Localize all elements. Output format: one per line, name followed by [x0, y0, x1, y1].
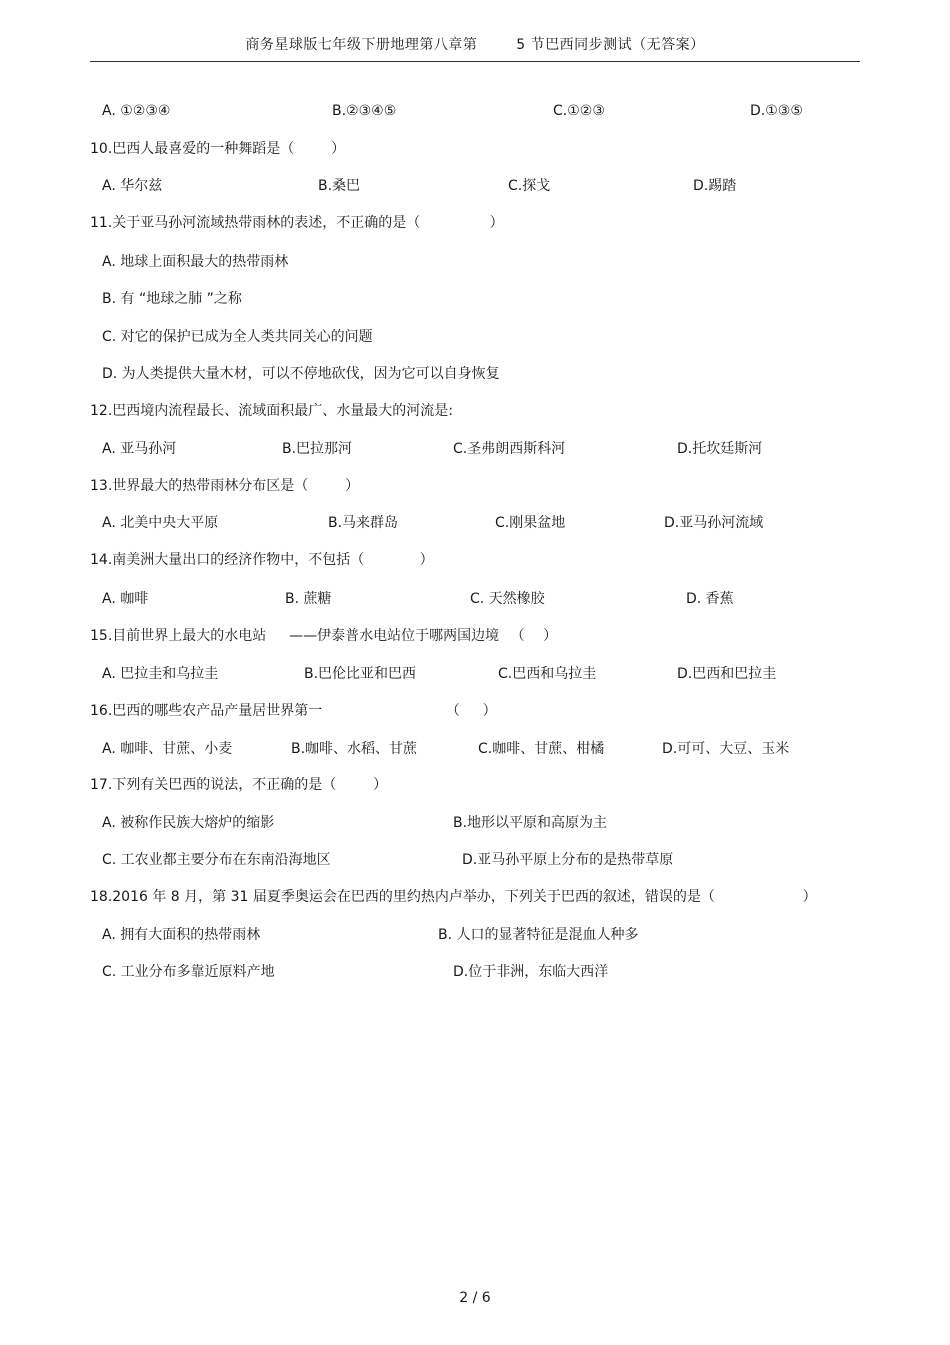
q14-option-a: A. 咖啡	[102, 591, 149, 607]
q11-option-a: A. 地球上面积最大的热带雨林	[102, 254, 289, 270]
q18-option-d: D.位于非洲，东临大西洋	[453, 964, 609, 980]
q17-option-b: B.地形以平原和高原为主	[453, 815, 608, 831]
q9-option-a: A. ①②③④	[102, 103, 171, 119]
q13-stem: 13.世界最大的热带雨林分布区是（ ）	[90, 478, 360, 494]
q14-stem: 14.南美洲大量出口的经济作物中，不包括（ ）	[90, 552, 434, 568]
q13-option-b: B.马来群岛	[328, 515, 399, 531]
q12-option-a: A. 亚马孙河	[102, 441, 177, 457]
q17-option-c: C. 工农业都主要分布在东南沿海地区	[102, 852, 331, 868]
q9-option-b: B.②③④⑤	[332, 103, 397, 119]
q9-option-d: D.①③⑤	[750, 103, 803, 119]
q10-option-d: D.踢踏	[693, 178, 737, 194]
q10-option-c: C.探戈	[508, 178, 551, 194]
q16-option-c: C.咖啡、甘蔗、柑橘	[478, 741, 605, 757]
q15-option-b: B.巴伦比亚和巴西	[304, 666, 417, 682]
q18-option-a: A. 拥有大面积的热带雨林	[102, 927, 261, 943]
q11-option-b: B. 有 “地球之肺 ”之称	[102, 291, 242, 307]
header-divider	[90, 61, 860, 62]
q11-option-d: D. 为人类提供大量木材，可以不停地砍伐，因为它可以自身恢复	[102, 366, 500, 382]
q14-option-c: C. 天然橡胶	[470, 591, 545, 607]
q15-option-c: C.巴西和乌拉圭	[498, 666, 597, 682]
q12-option-b: B.巴拉那河	[282, 441, 353, 457]
q17-stem: 17.下列有关巴西的说法，不正确的是（ ）	[90, 777, 388, 793]
q15-option-a: A. 巴拉圭和乌拉圭	[102, 666, 219, 682]
q14-option-b: B. 蔗糖	[285, 591, 332, 607]
q10-option-a: A. 华尔兹	[102, 178, 163, 194]
page-header-title: 商务星球版七年级下册地理第八章第 5 节巴西同步测试（无答案）	[245, 37, 705, 53]
q16-option-a: A. 咖啡、甘蔗、小麦	[102, 741, 233, 757]
q15-stem: 15.目前世界上最大的水电站 ——伊泰普水电站位于哪两国边境 （ ）	[90, 628, 558, 644]
q11-stem: 11.关于亚马孙河流域热带雨林的表述，不正确的是（ ）	[90, 215, 504, 231]
q13-option-d: D.亚马孙河流域	[664, 515, 764, 531]
q9-option-c: C.①②③	[553, 103, 605, 119]
q18-option-b: B. 人口的显著特征是混血人种多	[438, 927, 639, 943]
q13-option-c: C.刚果盆地	[495, 515, 566, 531]
q18-stem: 18.2016 年 8 月，第 31 届夏季奥运会在巴西的里约热内卢举办，下列关于巴西的叙述，错误的是（ ）	[90, 889, 817, 905]
q11-option-c: C. 对它的保护已成为全人类共同关心的问题	[102, 329, 373, 345]
q10-option-b: B.桑巴	[318, 178, 361, 194]
q12-option-d: D.托坎廷斯河	[677, 441, 763, 457]
q14-option-d: D. 香蕉	[686, 591, 734, 607]
q18-option-c: C. 工业分布多靠近原料产地	[102, 964, 275, 980]
page-number: 2 / 6	[459, 1290, 491, 1306]
q10-stem: 10.巴西人最喜爱的一种舞蹈是（ ）	[90, 141, 346, 157]
q15-option-d: D.巴西和巴拉圭	[677, 666, 777, 682]
q12-stem: 12.巴西境内流程最长、流域面积最广、水量最大的河流是:	[90, 403, 453, 419]
q17-option-d: D.亚马孙平原上分布的是热带草原	[462, 852, 674, 868]
q16-stem: 16.巴西的哪些农产品产量居世界第一 （ ）	[90, 703, 497, 719]
q13-option-a: A. 北美中央大平原	[102, 515, 219, 531]
q17-option-a: A. 被称作民族大熔炉的缩影	[102, 815, 275, 831]
q12-option-c: C.圣弗朗西斯科河	[453, 441, 566, 457]
q16-option-b: B.咖啡、水稻、甘蔗	[291, 741, 418, 757]
q16-option-d: D.可可、大豆、玉米	[662, 741, 790, 757]
